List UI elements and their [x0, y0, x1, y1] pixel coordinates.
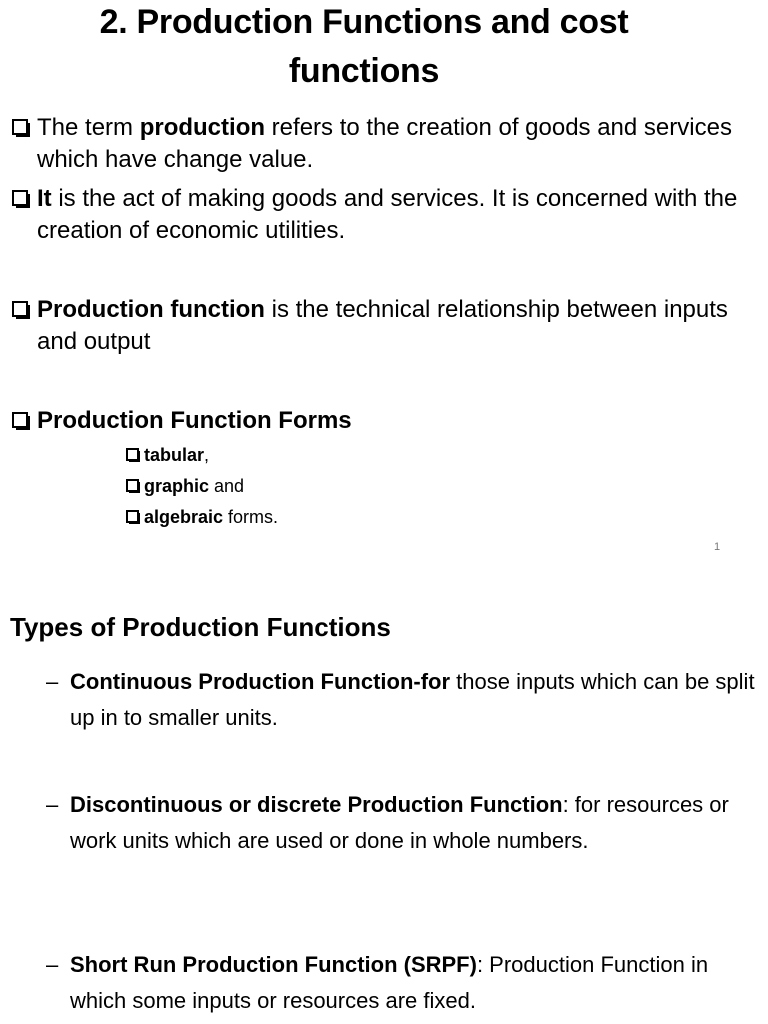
section-title: Types of Production Functions [10, 612, 391, 642]
form-item-post: forms. [223, 507, 279, 527]
type-bold: Discontinuous or discrete Production Function [70, 792, 563, 817]
type-discontinuous [46, 787, 756, 859]
form-item-algebraic [124, 502, 278, 533]
form-item-bold: graphic [144, 476, 210, 496]
bullet-production-function [10, 294, 755, 358]
bullet-text-pre: The term [37, 114, 140, 141]
dash-bullet: – [46, 669, 59, 694]
bullet-act-of-making [10, 183, 755, 247]
checkbox-bullet-icon [12, 119, 28, 135]
form-item-bold: algebraic [144, 507, 224, 527]
page-number: 1 [714, 541, 721, 553]
form-item-graphic [124, 471, 244, 502]
type-bold: Short Run Production Function (SRPF) [70, 952, 477, 977]
checkbox-bullet-icon [126, 479, 139, 492]
slide-title: 2. Production Functions and cost functions [99, 3, 629, 90]
bullet-text-bold: It [37, 185, 52, 212]
bullet-text-post: refers to the creation of goods and services which have change value. [37, 114, 732, 173]
bullet-text-bold: production [139, 114, 266, 141]
dash-bullet: – [46, 952, 59, 977]
bullet-production-term [10, 112, 755, 176]
form-item-post: , [204, 445, 210, 465]
checkbox-bullet-icon [126, 448, 139, 461]
form-item-tabular [124, 440, 209, 471]
bullet-text-bold: Production function [37, 296, 265, 323]
checkbox-bullet-icon [12, 190, 28, 206]
checkbox-bullet-icon [12, 412, 28, 428]
type-bold: Continuous Production Function-for [70, 669, 451, 694]
type-continuous [46, 664, 756, 736]
bullet-function-forms [10, 405, 755, 437]
type-short-run [46, 947, 756, 1019]
bullet-text-bold: Production Function Forms [37, 407, 352, 434]
form-item-post: and [209, 476, 245, 496]
type-post: those inputs which can be split up in to smaller units. [70, 669, 755, 730]
type-post: : Production Function in which some inputs or resources are fixed. [70, 952, 709, 1013]
checkbox-bullet-icon [12, 301, 28, 317]
form-item-bold: tabular [144, 445, 205, 465]
type-post: : for resources or work units which are used or done in whole numbers. [70, 792, 729, 853]
checkbox-bullet-icon [126, 510, 139, 523]
dash-bullet: – [46, 792, 59, 817]
bullet-text-post: is the technical relationship between inputs and output [37, 296, 728, 355]
bullet-text-post: is the act of making goods and services. It is concerned with the creation of economic utilities. [37, 185, 738, 244]
